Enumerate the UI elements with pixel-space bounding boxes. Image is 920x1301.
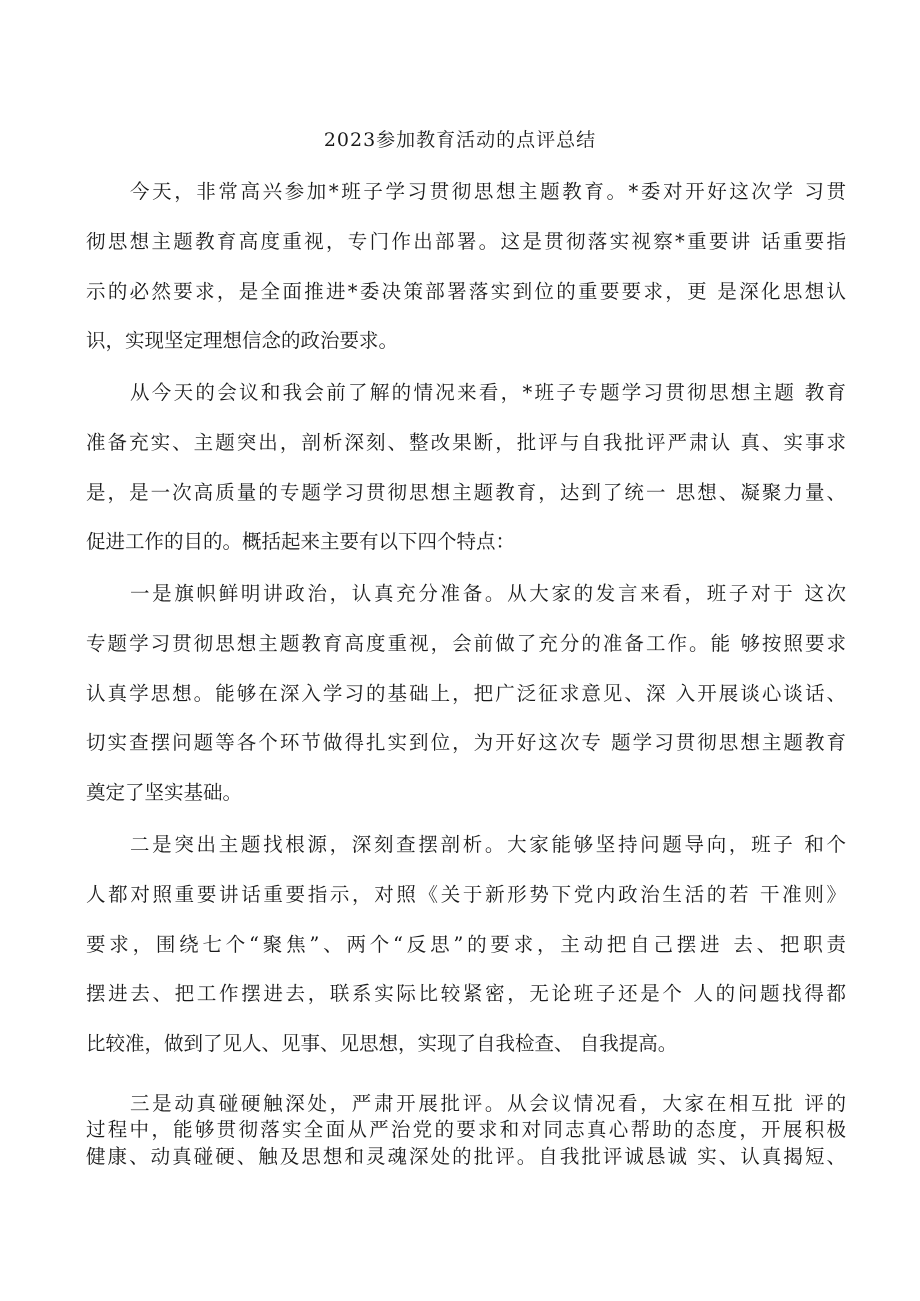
paragraph-line: 认真学思想。能够在深入学习的基础上，把广泛征求意见、深 入开展谈心谈话、 xyxy=(86,682,846,705)
paragraph-line: 是，是一次高质量的专题学习贯彻思想主题教育，达到了统一 思想、凝聚力量、 xyxy=(86,481,846,504)
paragraph-line: 促进工作的目的。概括起来主要有以下四个特点： xyxy=(86,530,516,553)
paragraph-line: 过程中，能够贯彻落实全面从严治党的要求和对同志真心帮助的态度，开展积极 xyxy=(86,1118,846,1141)
paragraph-line: 人都对照重要讲话重要指示，对照《关于新形势下党内政治生活的若 干准则》 xyxy=(86,883,846,906)
paragraph-line: 一是旗帜鲜明讲政治，认真充分准备。从大家的发言来看，班子对于 这次 xyxy=(130,582,846,605)
paragraph-line: 示的必然要求，是全面推进*委决策部署落实到位的重要要求，更 是深化思想认 xyxy=(86,280,846,303)
paragraph-line: 识，实现坚定理想信念的政治要求。 xyxy=(86,329,399,352)
paragraph-line: 准备充实、主题突出，剖析深刻、整改果断，批评与自我批评严肃认 真、实事求 xyxy=(86,431,846,454)
document-title: 2023参加教育活动的点评总结 xyxy=(323,129,597,151)
paragraph-line: 奠定了坚实基础。 xyxy=(86,781,243,804)
paragraph-line: 二是突出主题找根源，深刻查摆剖析。大家能够坚持问题导向，班子 和个 xyxy=(130,833,846,856)
paragraph-line: 从今天的会议和我会前了解的情况来看，*班子专题学习贯彻思想主题 教育 xyxy=(130,381,846,404)
paragraph-line: 比较准，做到了见人、见事、见思想，实现了自我检查、 自我提高。 xyxy=(86,1032,678,1055)
paragraph-line: 要求，围绕七个“聚焦”、两个“反思”的要求，主动把自己摆进 去、把职责 xyxy=(86,933,846,956)
paragraph-line: 今天，非常高兴参加*班子学习贯彻思想主题教育。*委对开好这次学 习贯 xyxy=(130,180,846,203)
paragraph-line: 健康、动真碰硬、触及思想和灵魂深处的批评。自我批评诚恳诚 实、认真揭短、 xyxy=(86,1145,846,1168)
paragraph-line: 彻思想主题教育高度重视，专门作出部署。这是贯彻落实视察*重要讲 话重要指 xyxy=(86,230,846,253)
paragraph-line: 切实查摆问题等各个环节做得扎实到位，为开好这次专 题学习贯彻思想主题教育 xyxy=(86,731,846,754)
paragraph-line: 摆进去、把工作摆进去，联系实际比较紧密，无论班子还是个 人的问题找得都 xyxy=(86,982,846,1005)
paragraph-line: 三是动真碰硬触深处，严肃开展批评。从会议情况看，大家在相互批 评的 xyxy=(130,1092,846,1115)
paragraph-line: 专题学习贯彻思想主题教育高度重视，会前做了充分的准备工作。能 够按照要求 xyxy=(86,632,846,655)
